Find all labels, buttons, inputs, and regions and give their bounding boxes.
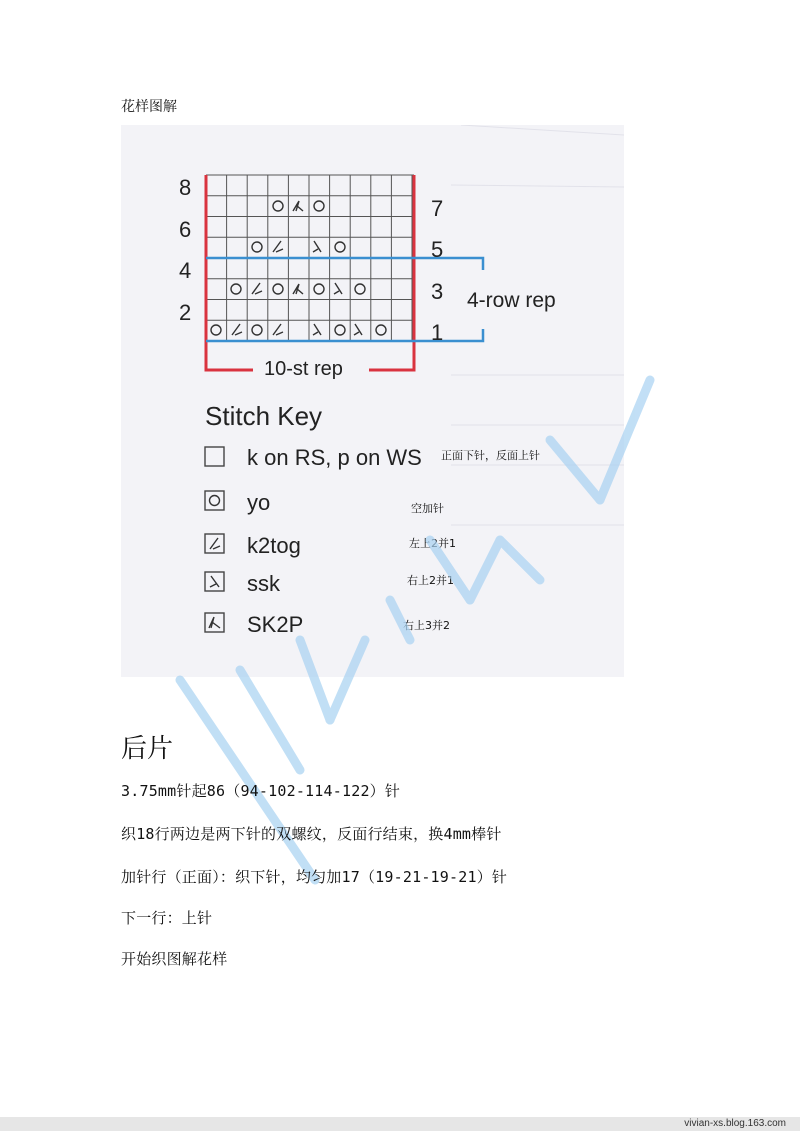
footer-bar bbox=[0, 1117, 800, 1131]
row-label-4: 4 bbox=[179, 258, 192, 283]
chart-symbols bbox=[211, 201, 386, 335]
row-label-1: 1 bbox=[431, 320, 444, 345]
sk2p-icon bbox=[209, 617, 220, 628]
key-note-k2tog: 左上2并1 bbox=[409, 537, 456, 550]
key-label-sk2p: SK2P bbox=[247, 612, 304, 637]
paragraph-cast-on: 3.75mm针起86（94-102-114-122）针 bbox=[121, 782, 401, 800]
footer-url: vivian-xs.blog.163.com bbox=[684, 1118, 786, 1129]
key-note-knit: 正面下针，反面上针 bbox=[441, 449, 540, 462]
key-label-yo: yo bbox=[247, 490, 271, 515]
k2tog-icon bbox=[210, 538, 220, 549]
yo-square bbox=[205, 491, 224, 510]
background-texture bbox=[451, 125, 624, 525]
stitch-repeat-label: 10-st rep bbox=[264, 358, 343, 380]
row-label-3: 3 bbox=[431, 279, 444, 304]
key-label-ssk: ssk bbox=[247, 571, 280, 596]
paragraph-ribbing: 织18行两边是两下针的双螺纹，反面行结束，换4mm棒针 bbox=[121, 825, 502, 843]
chart-heading: 花样图解 bbox=[121, 99, 177, 115]
row-repeat-label: 4-row rep bbox=[467, 289, 556, 312]
stitch-key-title: Stitch Key bbox=[205, 401, 323, 431]
row-label-2: 2 bbox=[179, 300, 192, 325]
paragraph-next-row: 下一行：上针 bbox=[121, 909, 213, 927]
yo-circle-icon bbox=[210, 496, 220, 506]
key-label-knit: k on RS, p on WS bbox=[247, 445, 422, 470]
row-label-8: 8 bbox=[179, 175, 192, 200]
key-label-k2tog: k2tog bbox=[247, 533, 301, 558]
empty-square-icon bbox=[205, 447, 224, 466]
key-note-sk2p: 右上3并2 bbox=[403, 619, 450, 632]
stitch-chart-figure bbox=[121, 125, 624, 677]
row-labels bbox=[179, 175, 443, 345]
paragraph-start-chart: 开始织图解花样 bbox=[121, 950, 228, 968]
key-note-ssk: 右上2并1 bbox=[407, 574, 454, 587]
stitch-chart-svg bbox=[121, 125, 624, 677]
row-label-5: 5 bbox=[431, 237, 444, 262]
paragraph-increase-row: 加针行（正面）：织下针，均匀加17（19-21-19-21）针 bbox=[121, 868, 508, 886]
sk2p-square bbox=[205, 613, 224, 632]
row-label-7: 7 bbox=[431, 196, 444, 221]
key-note-yo: 空加针 bbox=[411, 502, 444, 515]
row-label-6: 6 bbox=[179, 217, 192, 242]
section-title-back: 后片 bbox=[121, 734, 174, 764]
ssk-icon bbox=[210, 576, 219, 587]
